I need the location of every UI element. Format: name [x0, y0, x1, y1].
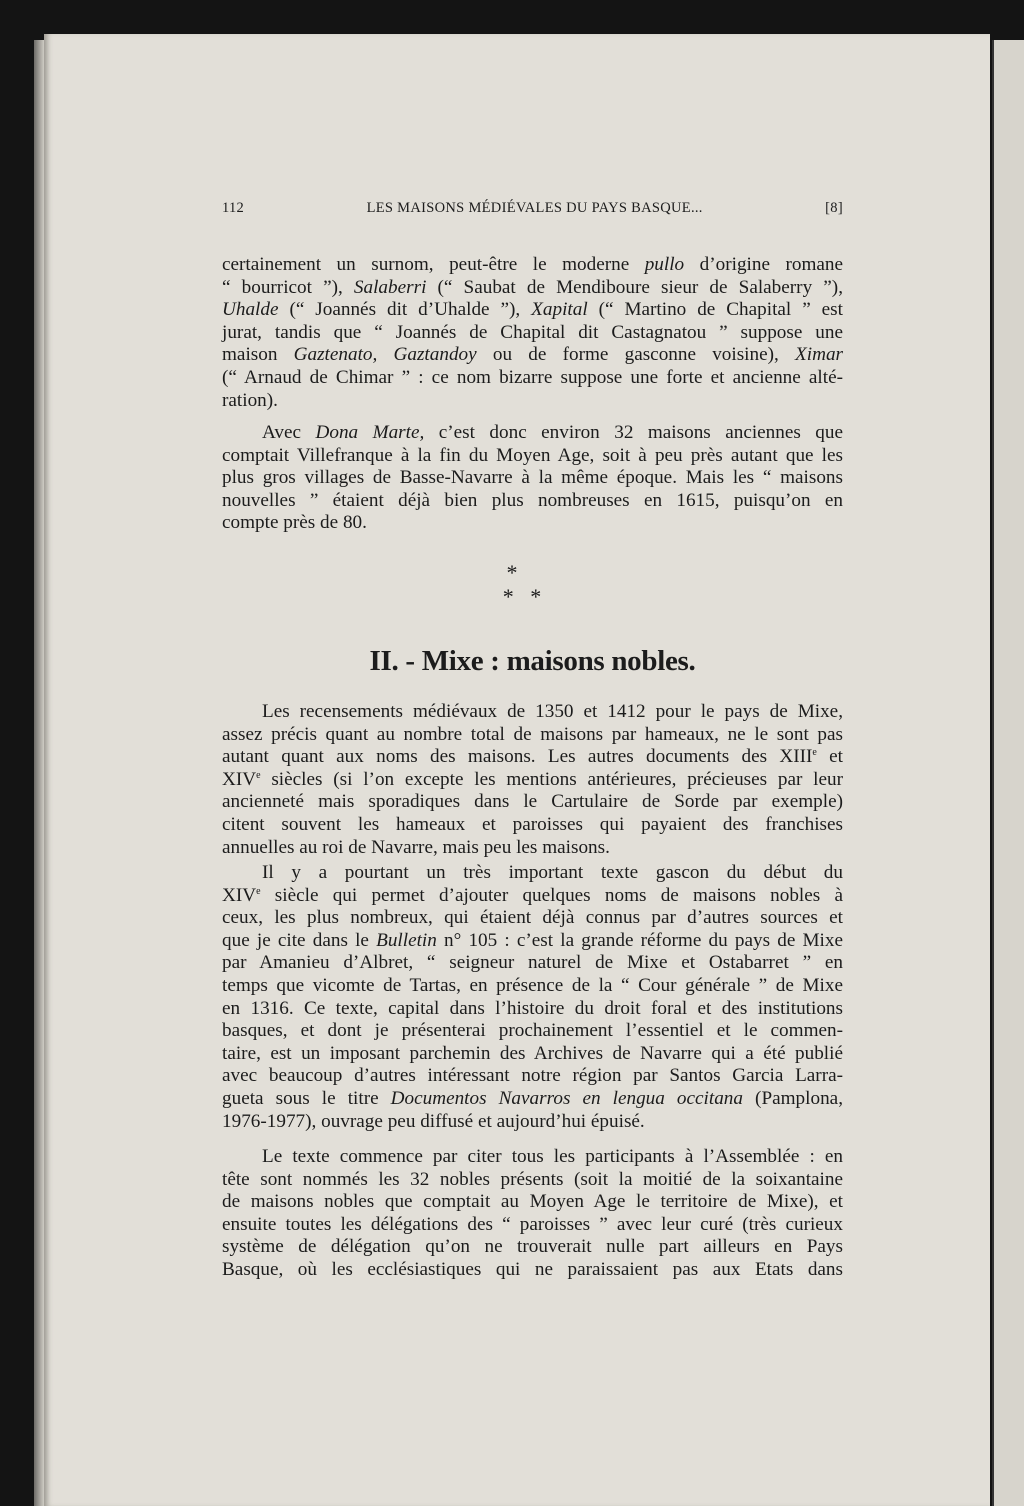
text-line	[222, 490, 843, 513]
text-line	[222, 952, 843, 975]
text-line	[222, 322, 843, 345]
text: compte près de 80.	[222, 512, 367, 534]
text: siècles (si l’on excepte les mentions antérieures, précieuses par leur	[260, 768, 843, 790]
text: avec beaucoup d’autres intéressant notre région par Santos Garcia Larra-	[222, 1065, 843, 1087]
text-line	[222, 930, 843, 953]
paragraph	[222, 1146, 843, 1282]
text: XIV	[222, 884, 257, 906]
running-title: LES MAISONS MÉDIÉVALES DU PAYS BASQUE...	[366, 200, 703, 216]
text: que je cite dans le	[222, 929, 377, 951]
text-line	[222, 1146, 843, 1169]
text: (“ Martino de Chapital ” est	[587, 299, 843, 321]
text: Basque, où les ecclésiastiques qui ne paraissaient pas aux Etats dans	[222, 1258, 843, 1280]
text: annuelles au roi de Navarre, mais peu les maisons.	[222, 836, 610, 858]
text-line	[222, 254, 843, 277]
text-line	[222, 1259, 843, 1282]
text: comptait Villefranque à la fin du Moyen Age, soit à peu près autant que les	[222, 444, 843, 466]
text-line	[222, 746, 843, 769]
text: de maisons nobles que comptait au Moyen Age le territoire de Mixe), et	[222, 1191, 843, 1213]
italic-text: Salaberri	[353, 276, 427, 298]
text: en 1316. Ce texte, capital dans l’histoire du droit foral et des institutions	[222, 997, 843, 1019]
section-heading: II. - Mixe : maisons nobles.	[369, 645, 696, 677]
text-line	[222, 998, 843, 1021]
text: Il y a pourtant un très important texte gascon du début du	[262, 862, 843, 883]
paragraph	[222, 422, 843, 535]
text: ou de forme gasconne voisine),	[476, 344, 796, 366]
text-line	[222, 975, 843, 998]
text-line	[222, 885, 843, 908]
text: Les recensements médiévaux de 1350 et 1412 pour le pays de Mixe,	[262, 701, 843, 722]
text-line	[222, 467, 843, 490]
text: basques, et dont je présenterai prochainement l’essentiel et le commen-	[222, 1020, 843, 1042]
text: (“ Arnaud de Chimar ” : ce nom bizarre suppose une forte et ancienne alté-	[222, 366, 843, 388]
text: système de délégation qu’on ne trouverait nulle part ailleurs en Pays	[222, 1236, 843, 1258]
text: n° 105 : c’est la grande réforme du pays de Mixe	[436, 929, 843, 951]
text-line	[222, 1191, 843, 1214]
text: citent souvent les hameaux et paroisses qui payaient des franchises	[222, 813, 843, 835]
text: Avec	[262, 422, 316, 443]
text: certainement un surnom, peut-être le moderne	[222, 254, 645, 275]
superscript: e	[256, 885, 261, 897]
separator-star: *	[506, 560, 518, 585]
text: par Amanieu d’Albret, “ seigneur naturel de Mixe et Ostabarret ” en	[222, 952, 843, 974]
text: d’origine romane	[684, 254, 843, 275]
text: nouvelles ” étaient déjà bien plus nombreuses en 1615, puisqu’on en	[222, 489, 843, 511]
facing-page-edge	[992, 40, 1024, 1506]
text-line	[222, 1111, 843, 1134]
separator-stars: * *	[502, 584, 542, 609]
italic-text: Bulletin	[376, 929, 437, 951]
text-line	[222, 1088, 843, 1111]
text-line	[222, 299, 843, 322]
text: jurat, tandis que “ Joannés de Chapital dit Castagnatou ” suppose une	[222, 321, 843, 343]
text-line	[222, 445, 843, 468]
text: Le texte commence par citer tous les participants à l’Assemblée : en	[262, 1146, 843, 1167]
text-line	[222, 814, 843, 837]
text: (Pamplona,	[743, 1087, 843, 1109]
text: (“ Saubat de Mendiboure sieur de Salaberry ”),	[426, 276, 843, 298]
text: XIV	[222, 768, 257, 790]
text-line	[222, 512, 843, 535]
text: siècle qui permet d’ajouter quelques noms de maisons nobles à	[260, 884, 843, 906]
text: (“ Joannés dit d’Uhalde ”),	[278, 299, 532, 321]
text-line	[222, 390, 843, 413]
text: autant quant aux noms des maisons. Les autres documents des XIII	[222, 746, 813, 768]
text-line	[222, 1065, 843, 1088]
page-edge	[34, 40, 44, 1506]
italic-text: Documentos Navarros en lengua occitana	[390, 1087, 743, 1109]
superscript: e	[256, 769, 261, 781]
italic-text: Ximar	[795, 344, 843, 366]
italic-text: Dona Marte,	[315, 422, 425, 443]
text: 1976-1977), ouvrage peu diffusé et aujourd’hui épuisé.	[222, 1110, 645, 1132]
text-line	[222, 701, 843, 724]
text: et	[816, 746, 843, 768]
text: maison	[222, 344, 294, 366]
text-line	[222, 769, 843, 792]
text: ceux, les plus nombreux, qui étaient déjà connus par d’autres sources et	[222, 907, 843, 929]
text: ration).	[222, 389, 278, 411]
text: taire, est un imposant parchemin des Archives de Navarre qui a été publié	[222, 1042, 843, 1064]
text: ancienneté mais sporadiques dans le Cartulaire de Sorde par exemple)	[222, 791, 843, 813]
page-number: 112	[222, 200, 245, 216]
paragraph	[222, 701, 843, 859]
text-line	[222, 724, 843, 747]
text: “ bourricot ”),	[222, 276, 354, 298]
text: assez précis quant au nombre total de maisons par hameaux, ne le sont pas	[222, 723, 843, 745]
text: gueta sous le titre	[222, 1087, 391, 1109]
text-line	[222, 422, 843, 445]
text: c’est donc environ 32 maisons anciennes que	[424, 422, 844, 443]
text-line	[222, 862, 843, 885]
text: plus gros villages de Basse-Navarre à la même époque. Mais les “ maisons	[222, 467, 843, 489]
running-header	[222, 200, 843, 220]
section-number: [8]	[825, 200, 843, 216]
italic-text: pullo	[644, 254, 685, 275]
paragraph	[222, 862, 843, 1133]
italic-text: Uhalde	[222, 299, 279, 321]
text: ensuite toutes les délégations des “ paroisses ” avec leur curé (très curieux	[222, 1213, 843, 1235]
text: temps que vicomte de Tartas, en présence de la “ Cour générale ” de Mixe	[222, 974, 843, 996]
text-line	[222, 1020, 843, 1043]
paragraph	[222, 254, 843, 412]
text-line	[222, 344, 843, 367]
text-line	[222, 1214, 843, 1237]
text: tête sont nommés les 32 nobles présents (soit la moitié de la soixantaine	[222, 1168, 843, 1190]
text-line	[222, 277, 843, 300]
superscript: e	[812, 747, 817, 759]
text-line	[222, 1043, 843, 1066]
italic-text: Gaztenato, Gaztandoy	[293, 344, 477, 366]
text-line	[222, 791, 843, 814]
text-line	[222, 837, 843, 860]
text-line	[222, 1236, 843, 1259]
italic-text: Xapital	[531, 299, 588, 321]
text-line	[222, 907, 843, 930]
text-line	[222, 367, 843, 390]
text-line	[222, 1169, 843, 1192]
